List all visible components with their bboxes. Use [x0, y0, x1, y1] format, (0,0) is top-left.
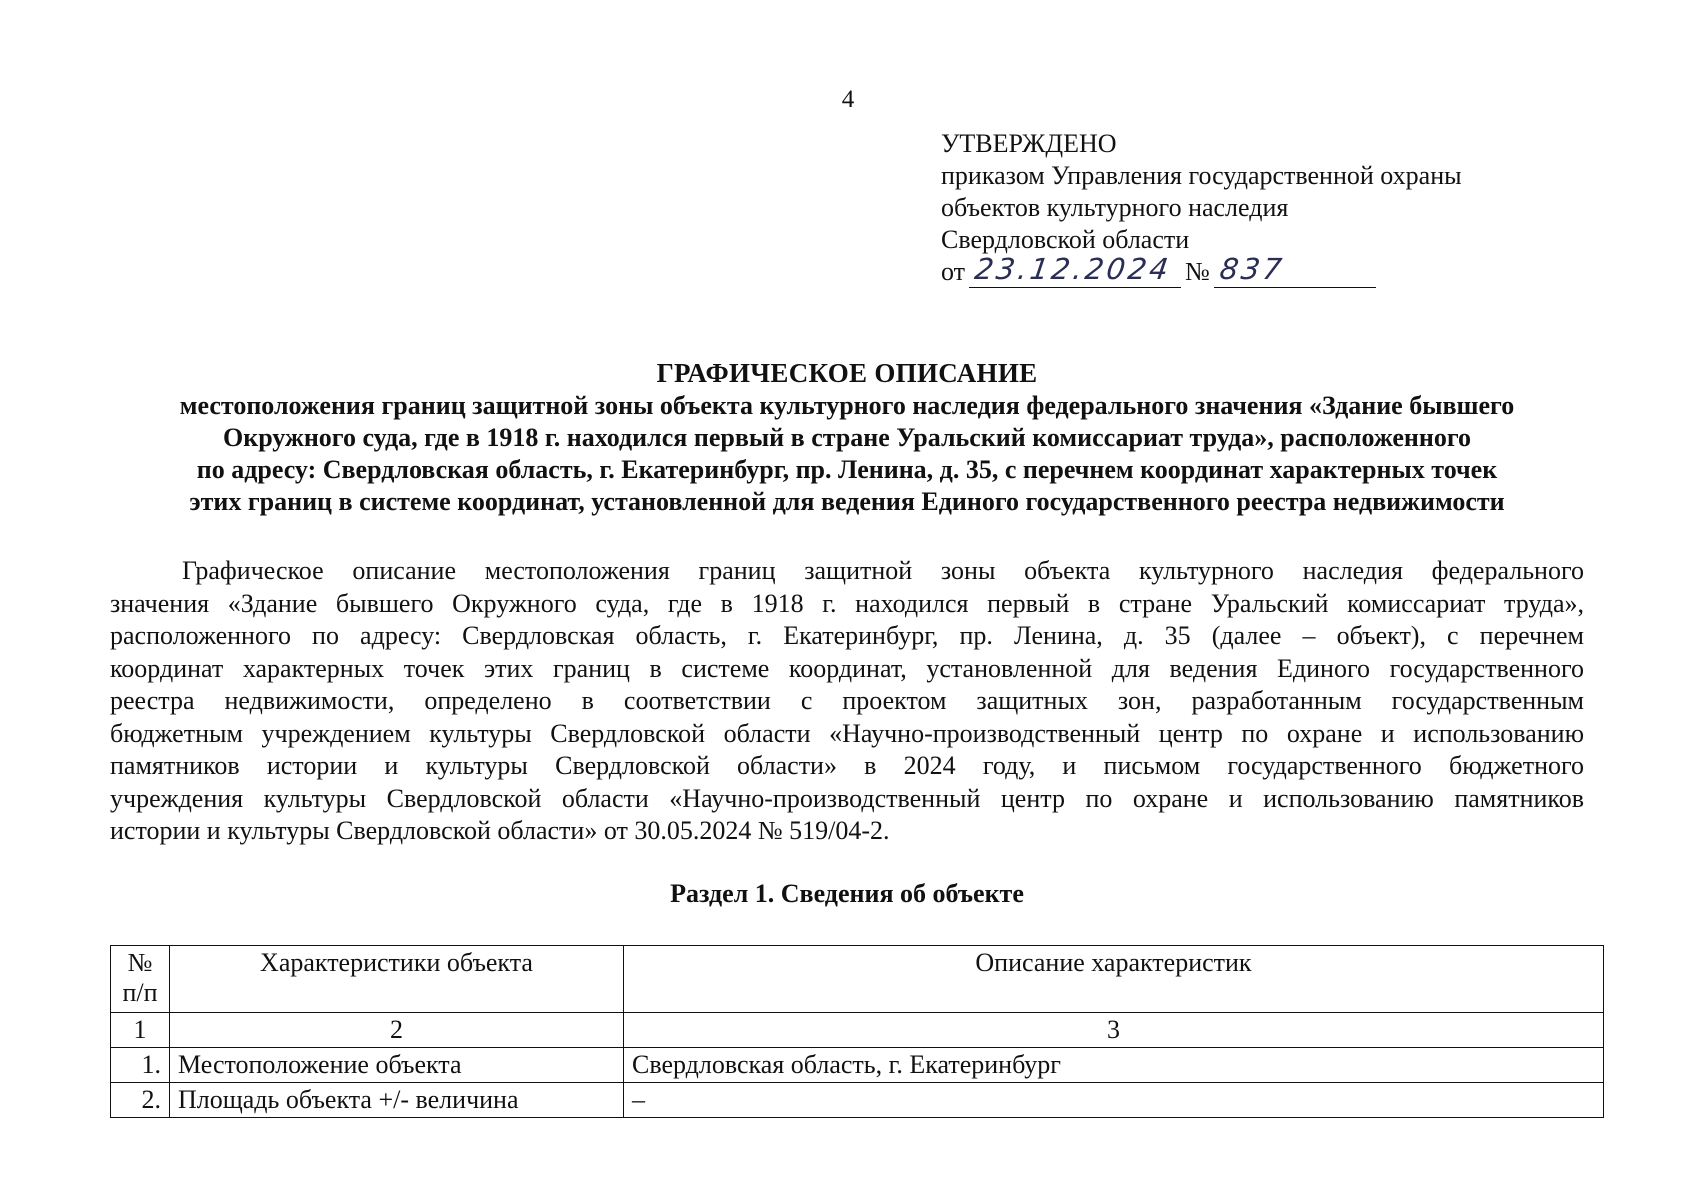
numbering-cell: 1: [111, 1013, 170, 1048]
header-characteristics: Характеристики объекта: [170, 946, 624, 1013]
section-title: Раздел 1. Сведения об объекте: [670, 879, 1024, 908]
table-header-row: [111, 946, 1604, 1013]
date-field: [969, 252, 1181, 288]
paragraph-line: расположенного по адресу: Свердловская область, г. Екатеринбург, пр. Ленина, д. 35 (далее – объект), с перечнем: [110, 621, 1584, 650]
number-field: [1214, 252, 1376, 288]
row-number: 2.: [111, 1083, 170, 1118]
row-description: Свердловская область, г. Екатеринбург: [624, 1048, 1604, 1083]
document-title-block: [100, 356, 1594, 518]
handwritten-date: 23.12.2024: [972, 252, 1174, 286]
table-row: [111, 1083, 1604, 1118]
paragraph-line: учреждения культуры Свердловской области «Научно-производственный центр по охране и использованию памятников: [110, 783, 1584, 813]
row-characteristic: Местоположение объекта: [170, 1048, 624, 1083]
paragraph-line: истории и культуры Свердловской области» от 30.05.2024 № 519/04-2.: [110, 816, 890, 845]
number-label: №: [1185, 257, 1210, 286]
header-number-cell: [111, 946, 170, 1013]
approval-line-2: объектов культурного наследия: [941, 193, 1289, 222]
approval-line-1: приказом Управления государственной охраны: [941, 161, 1462, 190]
handwritten-number: 837: [1217, 252, 1287, 286]
header-number-line-1: №: [127, 948, 153, 977]
approval-stamp-block: [941, 128, 1561, 288]
paragraph-line: Графическое описание местоположения границ защитной зоны объекта культурного наследия федерального: [182, 556, 1584, 585]
paragraph-line: бюджетным учреждением культуры Свердловской области «Научно-производственный центр по охране и использованию: [110, 718, 1584, 748]
approval-line-3: Свердловской области: [941, 225, 1190, 254]
row-description: –: [624, 1083, 1604, 1118]
subtitle-line: местоположения границ защитной зоны объекта культурного наследия федерального значения «Здание бывшего: [179, 391, 1515, 420]
subtitle-line: по адресу: Свердловская область, г. Екатеринбург, пр. Ленина, д. 35, с перечнем координат характерных точек: [196, 455, 1498, 484]
table-numbering-row: [111, 1013, 1604, 1048]
object-info-table: [110, 945, 1604, 1118]
row-characteristic: Площадь объекта +/- величина: [170, 1083, 624, 1118]
header-description: Описание характеристик: [624, 946, 1604, 1013]
numbering-cell: 2: [170, 1013, 624, 1048]
paragraph-line: значения «Здание бывшего Окружного суда, где в 1918 г. находился первый в стране Уральский комиссариат труда»,: [110, 588, 1584, 618]
document-title: ГРАФИЧЕСКОЕ ОПИСАНИЕ: [656, 358, 1038, 388]
table-row: [111, 1048, 1604, 1083]
subtitle-line: Окружного суда, где в 1918 г. находился первый в стране Уральский комиссариат труда», расположенного: [222, 423, 1471, 452]
page-number: 4: [841, 86, 855, 113]
approval-date-number-row: [941, 252, 1561, 288]
paragraph-line: реестра недвижимости, определено в соответствии с проектом защитных зон, разработанным государственным: [110, 686, 1584, 715]
row-number: 1.: [111, 1048, 170, 1083]
approval-heading: УТВЕРЖДЕНО: [941, 129, 1117, 158]
from-label: от: [941, 257, 966, 286]
paragraph-line: памятников истории и культуры Свердловской области» в 2024 году, и письмом государственного бюджетного: [110, 751, 1584, 780]
paragraph-line: координат характерных точек этих границ в системе координат, установленной для ведения Единого государственного: [110, 653, 1584, 683]
subtitle-line: этих границ в системе координат, установленной для ведения Единого государственного реестра недвижимости: [189, 487, 1505, 516]
header-number-line-2: п/п: [122, 978, 158, 1007]
document-subtitle: [100, 390, 1594, 518]
numbering-cell: 3: [624, 1013, 1604, 1048]
body-paragraph: [110, 555, 1584, 848]
